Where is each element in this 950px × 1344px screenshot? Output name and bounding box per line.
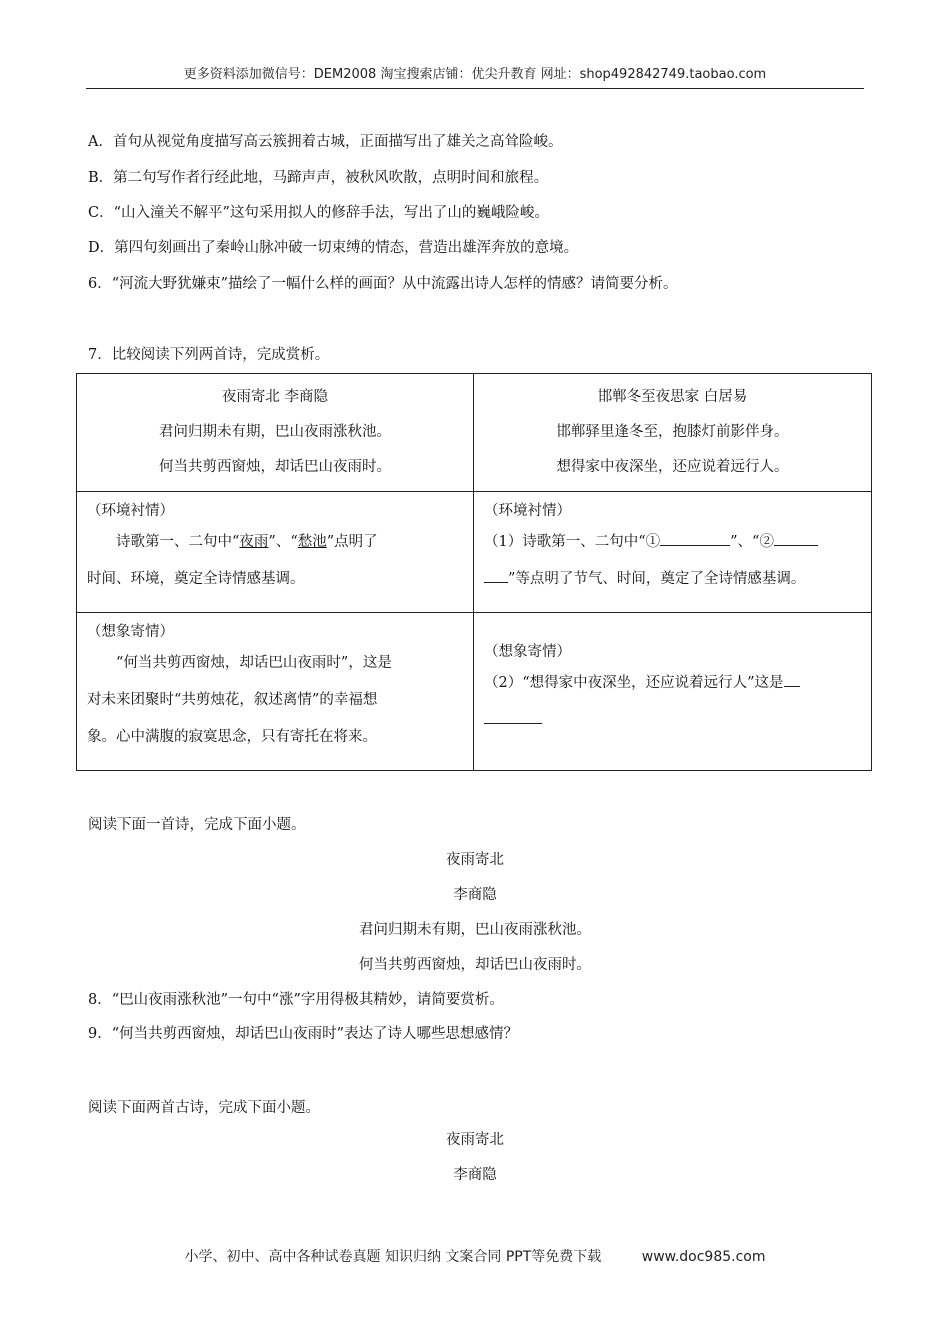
option-a: A．首句从视觉角度描写高云簇拥着古城，正面描写出了雄关之高耸险峻。: [88, 134, 563, 150]
env-cell-right: [474, 492, 872, 613]
imag-left-text: “何当共剪西窗烛，却话巴山夜雨时”，这是: [116, 655, 392, 671]
poem2-title: 夜雨寄北: [446, 1132, 504, 1148]
section-label: （环境衬情）: [484, 503, 571, 519]
env-left-text: 诗歌第一、二句中“夜雨”、“愁池”点明了: [116, 534, 378, 550]
poem-right-line: 想得家中夜深坐，还应说着远行人。: [556, 459, 789, 475]
poem1-title: 夜雨寄北: [446, 852, 504, 868]
env-left-text-2: 时间、环境，奠定全诗情感基调。: [87, 571, 305, 587]
poem-cell-left: [77, 374, 474, 492]
answer-blank-2[interactable]: [774, 529, 818, 546]
question-7: 7．比较阅读下列两首诗，完成赏析。: [88, 347, 330, 363]
poem-right-title: 邯郸冬至夜思家 白居易: [597, 389, 748, 405]
poem-right-line: 邯郸驿里逢冬至，抱膝灯前影伴身。: [556, 424, 789, 440]
imag-cell-left: [77, 613, 474, 771]
env-right-text: （1）诗歌第一、二句中“① ”、“②: [484, 524, 861, 561]
poem-cell-right: [474, 374, 872, 492]
footer-url[interactable]: www.doc985.com: [641, 1249, 766, 1265]
footer-text: 小学、初中、高中各种试卷真题 知识归纳 文案合同 PPT等免费下载: [184, 1249, 602, 1265]
option-c: C．“山入潼关不解平”这句采用拟人的修辞手法，写出了山的巍峨险峻。: [88, 205, 549, 221]
section-label: （环境衬情）: [87, 503, 174, 519]
imag-right-text-2: [484, 702, 861, 739]
imag-right-text: （2）“想得家中夜深坐，还应说着远行人”这是: [484, 665, 861, 702]
imag-cell-right: [474, 613, 872, 771]
option-b: B．第二句写作者行经此地，马蹄声声，被秋风吹散，点明时间和旅程。: [88, 170, 549, 186]
imag-left-text: 象。心中满腹的寂寞思念，只有寄托在将来。: [87, 729, 377, 745]
poem-left-title: 夜雨寄北 李商隐: [221, 389, 329, 405]
reading-instruction-1: 阅读下面一首诗，完成下面小题。: [88, 817, 306, 833]
reading-instruction-2: 阅读下面两首古诗，完成下面小题。: [88, 1100, 320, 1116]
page-footer: [0, 1246, 950, 1266]
poem1-line-2: 何当共剪西窗烛，却话巴山夜雨时。: [359, 957, 591, 973]
section-label: （想象寄情）: [484, 644, 571, 660]
question-9: 9．“何当共剪西窗烛，却话巴山夜雨时”表达了诗人哪些思想感情？: [88, 1026, 519, 1042]
poem-left-line: 君问归期未有期，巴山夜雨涨秋池。: [159, 424, 391, 440]
env-right-text-2: ”等点明了节气、时间，奠定了全诗情感基调。: [484, 561, 861, 598]
answer-blank-1[interactable]: [660, 529, 730, 546]
page-header: 更多资料添加微信号：DEM2008 淘宝搜索店铺：优尖升教育 网址：shop492842749.taobao.com: [86, 66, 864, 89]
poem2-author: 李商隐: [453, 1167, 497, 1183]
poem1-line-1: 君问归期未有期，巴山夜雨涨秋池。: [359, 922, 591, 938]
underlined-word: 夜雨: [239, 534, 269, 550]
section-label: （想象寄情）: [87, 624, 174, 640]
answer-blank-3[interactable]: [784, 670, 800, 687]
option-d: D．第四句刻画出了秦岭山脉冲破一切束缚的情态，营造出雄浑奔放的意境。: [88, 240, 579, 256]
answer-blank-3-cont[interactable]: [484, 707, 542, 724]
underlined-word: 愁池: [297, 534, 327, 550]
imag-left-text: 对未来团聚时“共剪烛花，叙述离情”的幸福想: [87, 692, 378, 708]
comparison-table: [76, 373, 872, 771]
question-6: 6．“河流大野犹嫌束”描绘了一幅什么样的画面？从中流露出诗人怎样的情感？请简要分析。: [88, 276, 678, 292]
poem1-author: 李商隐: [453, 887, 497, 903]
answer-blank-2-cont[interactable]: [484, 566, 508, 583]
question-8: 8．“巴山夜雨涨秋池”一句中“涨”字用得极其精妙，请简要赏析。: [88, 992, 504, 1008]
poem-left-line: 何当共剪西窗烛，却话巴山夜雨时。: [159, 459, 391, 475]
env-cell-left: [77, 492, 474, 613]
